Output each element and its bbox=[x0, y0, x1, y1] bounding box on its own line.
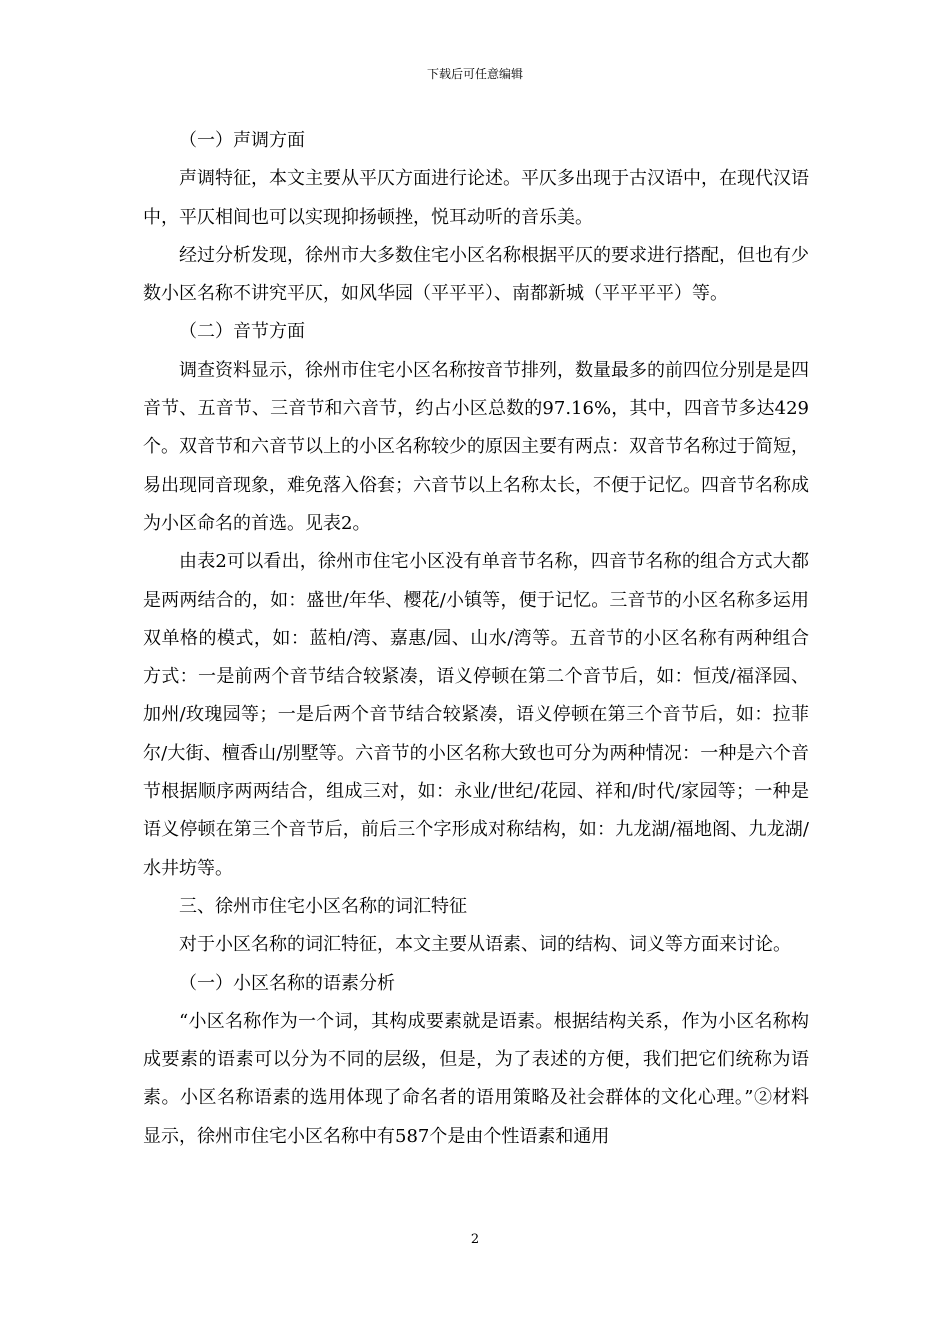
paragraph: “小区名称作为一个词，其构成要素就是语素。根据结构关系，作为小区名称构成要素的语素可以分为不同的层级，但是，为了表述的方便，我们把它们统称为语素。小区名称语素的选用体现了命名者的语用策略及社会群体的文化心理。”②材料显示，徐州市住宅小区名称中有587个是由个性语素和通用 bbox=[143, 1010, 809, 1147]
paragraph: 调查资料显示，徐州市住宅小区名称按音节排列，数量最多的前四位分别是是四音节、五音节、三音节和六音节，约占小区总数的97.16%，其中，四音节多达429个。双音节和六音节以上的小区名称较少的原因主要有两点：双音节名称过于简短，易出现同音现象，难免落入俗套；六音节以上名称太长，不便于记忆。四音节名称成为小区命名的首选。见表2。 bbox=[143, 359, 809, 534]
paragraph: 由表2可以看出，徐州市住宅小区没有单音节名称，四音节名称的组合方式大都是两两结合的，如：盛世/年华、樱花/小镇等，便于记忆。三音节的小区名称多运用双单格的模式，如：蓝柏/湾、嘉惠/园、山水/湾等。五音节的小区名称有两种组合方式：一是前两个音节结合较紧凑，语义停顿在第二个音节后，如：恒茂/福泽园、加州/玫瑰园等；一是后两个音节结合较紧凑，语义停顿在第三个音节后，如：拉菲尔/大街、檀香山/别墅等。六音节的小区名称大致也可分为两种情况：一种是六个音节根据顺序两两结合，组成三对，如：永业/世纪/花园、祥和/时代/家园等；一种是语义停顿在第三个音节后，前后三个字形成对称结构，如：九龙湖/福地阁、九龙湖/水井坊等。 bbox=[143, 551, 809, 879]
paragraph: 经过分析发现，徐州市大多数住宅小区名称根据平仄的要求进行搭配，但也有少数小区名称不讲究平仄，如风华园（平平平）、南都新城（平平平平）等。 bbox=[143, 244, 809, 305]
document-body bbox=[143, 122, 809, 1156]
paragraph: 对于小区名称的词汇特征，本文主要从语素、词的结构、词义等方面来讨论。 bbox=[179, 934, 791, 956]
section-heading-tone: （一）声调方面 bbox=[179, 130, 305, 151]
page-number: 2 bbox=[470, 1232, 480, 1247]
page-header: 下载后可任意编辑 bbox=[426, 67, 523, 81]
section-heading-morpheme: （一）小区名称的语素分析 bbox=[179, 972, 395, 994]
paragraph: 声调特征，本文主要从平仄方面进行论述。平仄多出现于古汉语中，在现代汉语中，平仄相间也可以实现抑扬顿挫，悦耳动听的音乐美。 bbox=[143, 168, 809, 228]
section-heading-syllable: （二）音节方面 bbox=[179, 321, 305, 343]
section-heading-vocabulary: 三、徐州市住宅小区名称的词汇特征 bbox=[179, 895, 467, 917]
